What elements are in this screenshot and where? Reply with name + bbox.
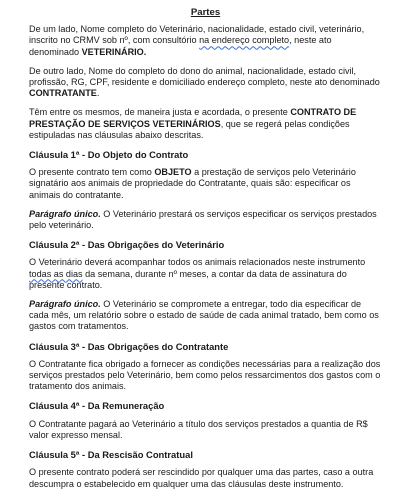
clause-5-heading: Cláusula 5ª - Da Rescisão Contratual xyxy=(29,449,193,461)
text-run: O presente contrato tem como xyxy=(29,167,155,178)
bold-term: VETERINÁRIO. xyxy=(81,46,147,57)
text-run: O Veterinário deverá acompanhar todos os animais relacionados neste instrumento xyxy=(29,257,366,268)
text-run: De outro lado, Nome do completo do dono do animal, nacionalidade, estado civil, profissão, RG, CPF, residente e domiciliado endereço completo, neste ato denominado xyxy=(29,65,380,88)
clause-2-heading: Cláusula 2ª - Das Obrigações do Veterinário xyxy=(29,239,225,251)
clause-3-heading: Cláusula 3ª - Das Obrigações do Contratante xyxy=(29,340,229,352)
clause-5-paragraph: O presente contrato poderá ser rescindido por qualquer uma das partes, caso a outra descumpra o estabelecido em qualquer uma das cláusulas deste instrumento. xyxy=(29,467,374,489)
document-title: Partes xyxy=(190,7,221,18)
paragraph-label: Parágrafo único. xyxy=(29,299,101,310)
clause-4-heading: Cláusula 4ª - Da Remuneração xyxy=(29,400,165,412)
clause-4-paragraph: O Contratante pagará ao Veterinário a título dos serviços prestados a quantia de R$ valor expresso mensal. xyxy=(29,418,368,440)
clause-2-paragraph xyxy=(29,257,382,291)
text-run: , neste ato denominado xyxy=(29,35,332,57)
spellcheck-highlight[interactable]: na endereço completo xyxy=(199,35,290,46)
clause-3-paragraph: O Contratante fica obrigado a fornecer as condições necessárias para a realização dos serviços prestados pelo Veterinário, bem como pelos ressarcimentos dos gastos com o tratamento dos animais. xyxy=(29,358,381,392)
party-veterinarian-paragraph xyxy=(29,24,382,58)
bold-term: CONTRATANTE xyxy=(29,88,97,99)
clause-1-heading: Cláusula 1ª - Do Objeto do Contrato xyxy=(29,149,189,161)
text-run: , que se regerá pelas condições estipuladas nas cláusulas abaixo descritas. xyxy=(29,118,350,140)
clause-1-paragraph xyxy=(29,167,382,201)
clause-1-sole-paragraph xyxy=(29,209,382,231)
clause-2-sole-paragraph xyxy=(29,299,382,333)
text-run: da semana, durante nº meses, a contar da data de assinatura do presente contrato. xyxy=(29,268,347,290)
text-run: Têm entre os mesmos, de maneira justa e acordada, o presente xyxy=(29,107,291,118)
party-client-paragraph xyxy=(29,66,382,100)
paragraph-label: Parágrafo único. xyxy=(29,208,101,219)
text-run: O Veterinário se compromete a entregar, todo dia especificar de cada mês, um relatório sobre o estado de saúde de cada animal tratado, bem como os gastos com tratamentos. xyxy=(29,299,379,332)
agreement-paragraph xyxy=(29,107,382,141)
bold-term: CONTRATO DE PRESTAÇÃO DE SERVIÇOS VETERINÁRIOS xyxy=(29,107,357,129)
spellcheck-highlight[interactable]: todas as dias xyxy=(29,268,83,279)
text-run: De um lado, Nome completo do Veterinário, nacionalidade, estado civil, veterinário, inscrito no CRMV sob nº, com consultório xyxy=(29,24,365,46)
bold-term: OBJETO xyxy=(154,167,192,178)
text-run: a prestação de serviços pelo Veterinário signatário aos animais de propriedade do Contratante, quais são: especificar os animais do contratante. xyxy=(29,167,356,200)
text-run: . xyxy=(96,88,100,99)
text-run: O Veterinário prestará os serviços especificar os serviços prestados pelo veterinário. xyxy=(29,208,377,231)
